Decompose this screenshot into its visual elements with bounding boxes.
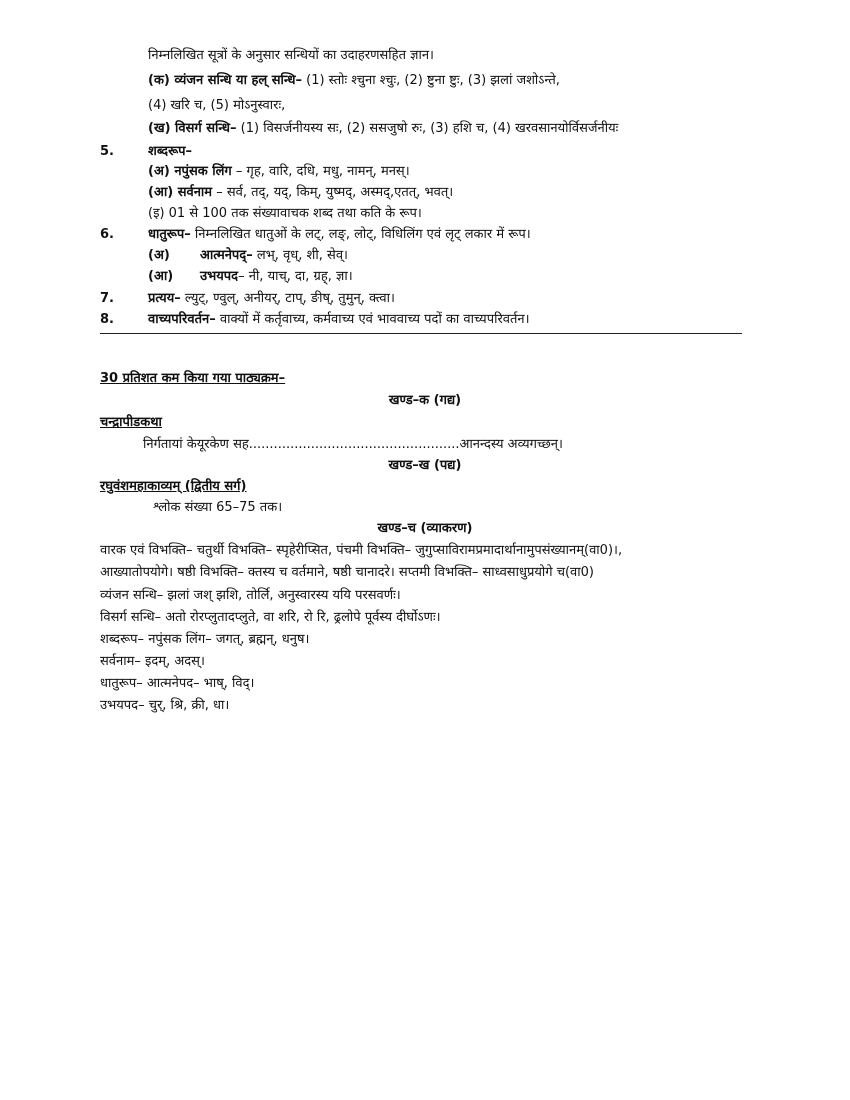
vyanjan-sandhi-text-cont: (4) खरि च, (5) मोऽनुस्वारः, bbox=[148, 98, 286, 113]
chandrapidkatha-title: चन्द्रापीडकथा bbox=[100, 415, 162, 430]
grammar-line-4: विसर्ग सन्धि– अतो रोरप्लुतादप्लुते, वा शरि, रो रि, ढ्रलोपे पूर्वस्य दीर्घोऽणः। bbox=[100, 610, 441, 625]
vyanjan-sandhi-line bbox=[148, 72, 560, 90]
section-divider bbox=[100, 333, 742, 334]
sarvanam-text: – सर्व, तद्, यद्, किम्, युष्मद्, अस्मद्,एतत्, भवत्। bbox=[212, 185, 454, 200]
pratyay-text: ल्युट्, ण्वुल्, अनीयर्, टाप्, ङीष्, तुमुन्, क्त्वा। bbox=[180, 291, 395, 306]
grammar-line-7: धातुरूप– आत्मनेपद– भाष्, विद्। bbox=[100, 676, 255, 691]
grammar-line-1: वारक एवं विभक्ति– चतुर्थी विभक्ति– स्पृहेरीप्सित, पंचमी विभक्ति– जुगुप्साविरामप्रमादार्थानामुपसंख्यानम्(वा0)।, bbox=[100, 543, 623, 558]
raghuvansh-title: रघुवंशमहाकाव्यम् (द्वितीय सर्ग) bbox=[100, 479, 247, 494]
grammar-line-5: शब्दरूप– नपुंसक लिंग– जगत्, ब्रह्मन्, धनुष। bbox=[100, 632, 310, 647]
ubhaypad-line bbox=[200, 268, 353, 286]
chandrapidkatha-text: निर्गतायां केयूरकेण सह...................................................आनन्दस्य अव्यगच्छन्। bbox=[143, 437, 563, 452]
item-number-6: 6. bbox=[100, 227, 114, 242]
ubhaypad-label: (आ) bbox=[148, 269, 174, 284]
dhaturoop-heading: धातुरूप– bbox=[148, 227, 191, 242]
khand-ka-heading: खण्ड–क (गद्य) bbox=[388, 393, 462, 408]
ubhaypad-text: – नी, याच्, दा, ग्रह्, ज्ञा। bbox=[238, 269, 353, 284]
napunsak-ling-line bbox=[148, 163, 410, 181]
visarg-sandhi-line bbox=[148, 120, 618, 138]
vachya-heading: वाच्यपरिवर्तन– bbox=[148, 312, 216, 327]
pratyay-line bbox=[148, 290, 395, 308]
napunsak-ling-heading: (अ) नपुंसक लिंग bbox=[148, 164, 232, 179]
grammar-line-8: उभयपद– चुर्, श्रि, क्री, धा। bbox=[100, 698, 230, 713]
reduced-syllabus-title: 30 प्रतिशत कम किया गया पाठ्यक्रम– bbox=[100, 371, 286, 386]
item-number-8: 8. bbox=[100, 312, 114, 327]
sarvanam-heading: (आ) सर्वनाम bbox=[148, 185, 213, 200]
atmanepad-line bbox=[200, 247, 348, 265]
sankhya-line: (इ) 01 से 100 तक संख्यावाचक शब्द तथा कति के रूप। bbox=[148, 206, 422, 221]
vyanjan-sandhi-heading: (क) व्यंजन सन्धि या हल् सन्धि– bbox=[148, 73, 302, 88]
item-number-5: 5. bbox=[100, 144, 114, 159]
grammar-line-6: सर्वनाम– इदम्, अदस्। bbox=[100, 654, 205, 669]
grammar-line-2: आख्यातोपयोगे। षष्ठी विभक्ति– क्तस्य च वर्तमाने, षष्ठी चानादरे। सप्तमी विभक्ति– साध्वसाधुप्रयोगे च(वा0) bbox=[100, 565, 594, 580]
visarg-sandhi-text: (1) विसर्जनीयस्य सः, (2) ससजुषो रुः, (3) हशि च, (4) खरवसानयोर्विसर्जनीयः bbox=[236, 121, 619, 136]
item-number-7: 7. bbox=[100, 291, 114, 306]
vachya-text: वाक्यों में कर्तृवाच्य, कर्मवाच्य एवं भाववाच्य पदों का वाच्यपरिवर्तन। bbox=[215, 312, 530, 327]
napunsak-ling-text: – गृह, वारि, दधि, मधु, नामन्, मनस्। bbox=[231, 164, 410, 179]
ubhaypad-heading: उभयपद bbox=[200, 269, 239, 284]
khand-kha-heading: खण्ड–ख (पद्य) bbox=[388, 458, 462, 473]
atmanepad-label: (अ) bbox=[148, 248, 170, 263]
pratyay-heading: प्रत्यय– bbox=[148, 291, 181, 306]
grammar-line-3: व्यंजन सन्धि– झलां जश् झशि, तोर्लि, अनुस्वारस्य ययि परसवर्णः। bbox=[100, 588, 401, 603]
raghuvansh-text: श्लोक संख्या 65–75 तक। bbox=[153, 500, 283, 515]
sarvanam-line bbox=[148, 184, 453, 202]
atmanepad-heading: आत्मनेपद्– bbox=[200, 248, 253, 263]
vyanjan-sandhi-text: (1) स्तोः श्चुना श्चुः, (2) ष्टुना ष्टुः, (3) झलां जशोऽन्ते, bbox=[301, 73, 560, 88]
sandhi-intro: निम्नलिखित सूत्रों के अनुसार सन्धियों का उदाहरणसहित ज्ञान। bbox=[148, 48, 434, 63]
vachya-line bbox=[148, 311, 530, 329]
atmanepad-text: लभ्, वृध्, शी, सेव्। bbox=[252, 248, 348, 263]
dhaturoop-text: निम्नलिखित धातुओं के लट्, लङ्, लोट्, विधिलिंग एवं लृट् लकार में रूप। bbox=[190, 227, 531, 242]
khand-cha-heading: खण्ड–च (व्याकरण) bbox=[377, 521, 473, 536]
visarg-sandhi-heading: (ख) विसर्ग सन्धि– bbox=[148, 121, 237, 136]
dhaturoop-line bbox=[148, 226, 531, 244]
shabdroop-heading: शब्दरूप– bbox=[148, 144, 193, 159]
